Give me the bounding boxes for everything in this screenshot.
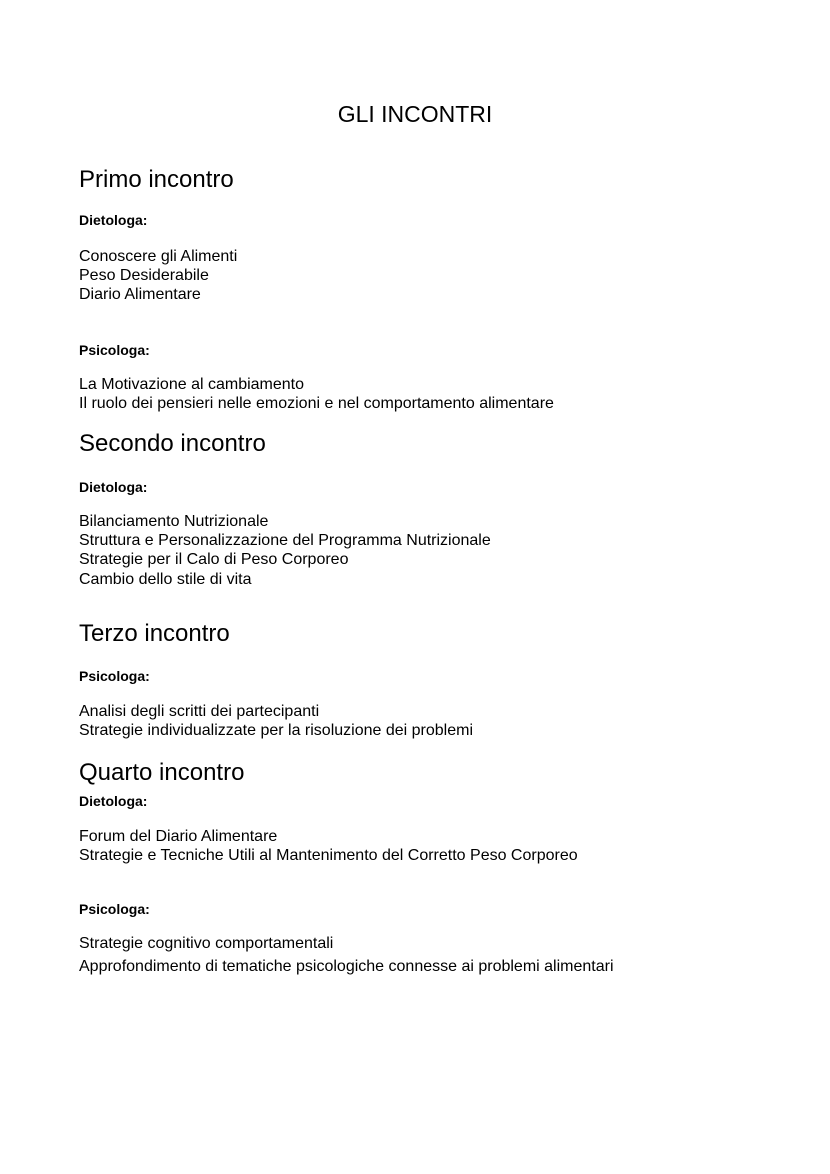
role-label: Psicologa: <box>79 901 150 917</box>
role-label: Dietologa: <box>79 212 148 228</box>
role-label: Psicologa: <box>79 668 150 684</box>
role-label: Dietologa: <box>79 479 148 495</box>
list-item: Forum del Diario Alimentare <box>79 828 278 845</box>
list-item: Strategie e Tecniche Utili al Mantenimento del Corretto Peso Corporeo <box>79 847 578 864</box>
list-item: Cambio dello stile di vita <box>79 571 252 588</box>
role-label: Dietologa: <box>79 793 148 809</box>
session-heading-3: Terzo incontro <box>79 620 230 647</box>
session-heading-4: Quarto incontro <box>79 759 245 786</box>
page-title: GLI INCONTRI <box>337 101 493 127</box>
list-item: Peso Desiderabile <box>79 267 209 284</box>
list-item: Il ruolo dei pensieri nelle emozioni e nel comportamento alimentare <box>79 395 554 412</box>
list-item: Bilanciamento Nutrizionale <box>79 513 269 530</box>
list-item: Analisi degli scritti dei partecipanti <box>79 703 320 720</box>
list-item: La Motivazione al cambiamento <box>79 376 305 393</box>
list-item: Struttura e Personalizzazione del Programma Nutrizionale <box>79 532 491 549</box>
session-heading-2: Secondo incontro <box>79 430 266 457</box>
role-label: Psicologa: <box>79 342 150 358</box>
list-item: Strategie cognitivo comportamentali <box>79 935 334 952</box>
list-item: Diario Alimentare <box>79 286 201 303</box>
list-item: Approfondimento di tematiche psicologiche connesse ai problemi alimentari <box>79 958 614 975</box>
list-item: Strategie individualizzate per la risoluzione dei problemi <box>79 722 473 739</box>
list-item: Conoscere gli Alimenti <box>79 248 238 265</box>
list-item: Strategie per il Calo di Peso Corporeo <box>79 551 349 568</box>
session-heading-1: Primo incontro <box>79 166 234 193</box>
